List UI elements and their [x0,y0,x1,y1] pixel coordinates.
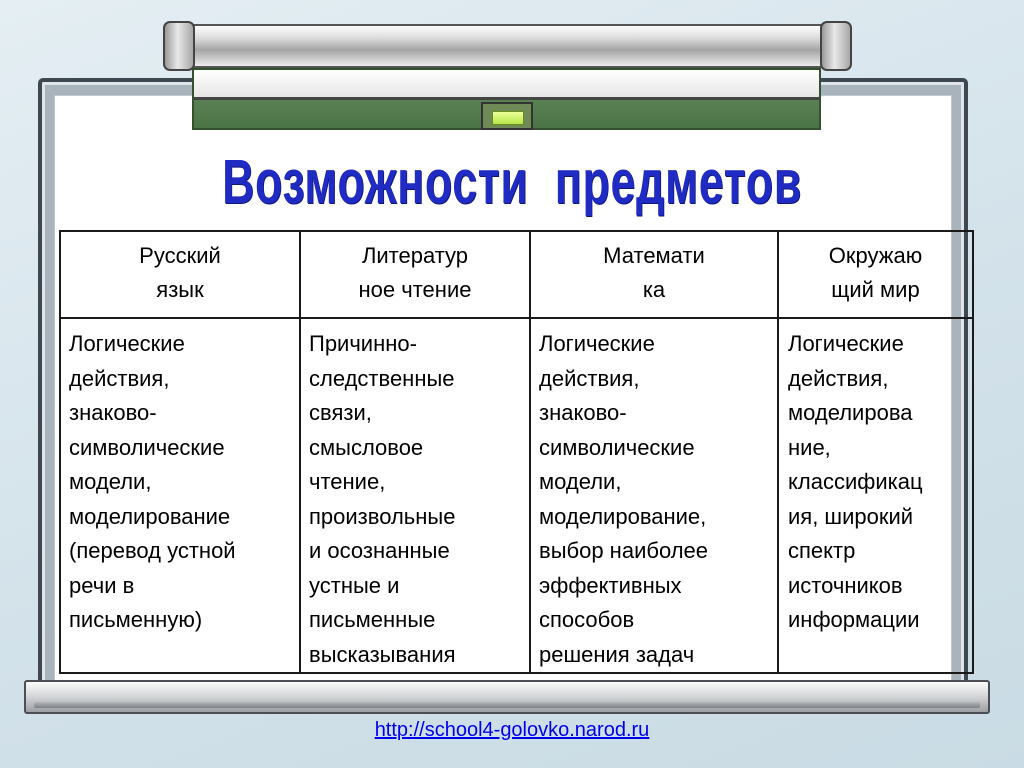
source-link[interactable]: http://school4-golovko.narod.ru [374,719,650,741]
subjects-table [59,230,974,674]
header-cell-literature [300,231,530,318]
footer [0,716,1024,744]
roller-cap-right [820,21,852,71]
page-title: Возможности предметов [222,148,802,217]
cell-literature: Причинно- следственные связи, смысловое чтение, произвольные и осознанные устные и письменные высказывания [300,318,530,673]
header-text: язык [156,277,204,302]
header-text: Математи [603,243,705,268]
board-tray [24,680,990,714]
header-text: Окружаю [828,243,923,268]
header-text: ка [642,277,666,302]
screen-pull-handle [481,102,533,130]
header-text: Русский [139,243,221,268]
header-cell-russian [60,231,300,318]
header-cell-math [530,231,778,318]
cell-russian: Логические действия, знаково- символические модели, моделирование (перевод устной речи в письменную) [60,318,300,673]
header-text: Литератур [361,243,469,268]
cell-world: Логические действия, моделирова ние, классификац ия, широкий спектр источников информации [778,318,973,673]
table-row [60,318,973,673]
pull-handle-grip [492,111,524,125]
roller-bar [177,24,838,68]
header-text: ное чтение [358,277,472,302]
roller-cap-left [163,21,195,71]
table-header-row [60,231,973,318]
header-cell-world [778,231,973,318]
screen-roller [163,24,852,68]
header-text: щий мир [831,277,920,302]
cell-math: Логические действия, знаково- символические модели, моделирование, выбор наиболее эффективных способов решения задач [530,318,778,673]
